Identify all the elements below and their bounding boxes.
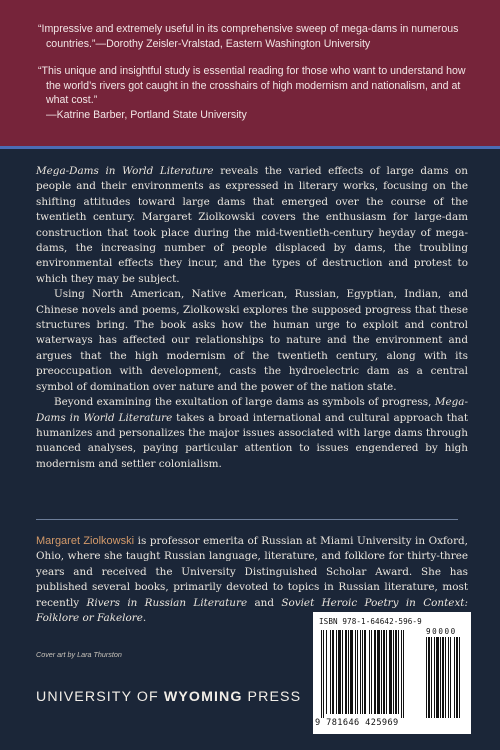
barcode-bar [350,630,353,714]
description-p3-start: Beyond examining the exultation of large dams as symbols of progress, [54,396,435,409]
book-title-italic: Mega-Dams in World Literature [36,165,214,177]
barcode-bar [348,630,349,714]
book-title-italic: Mega-Dams in World Literature [36,396,468,424]
barcode-panel [313,612,471,734]
blurb-2-attribution: —Katrine Barber, Portland State University [46,108,247,121]
barcode-bar [436,637,439,718]
barcode-bar [442,637,444,718]
barcode-bar [371,630,372,714]
section-divider [36,519,458,520]
barcode-bar [426,637,427,718]
barcode-bar [459,637,460,718]
description-paragraph-3 [36,395,468,472]
barcode-bar [336,630,337,714]
barcode-bar [389,630,392,714]
blurb-band [0,0,500,146]
barcode-bar [398,630,399,714]
barcode-bar [332,630,334,714]
bio-book-title-2: Soviet Heroic Poetry in Context: Folklore or Fakelore [36,596,468,625]
barcode-bar [338,630,341,714]
barcode-bar [362,630,363,714]
blurb-2-text: “This unique and insightful study is essential reading for those who want to understand how the world’s rivers got caught in the crosshairs of high modernism and nationalism, and at what cost.” [38,65,466,107]
ean-barcode-icon [321,630,421,718]
accent-divider [0,146,500,149]
barcode-bar [326,630,327,714]
barcode-bar [450,637,451,718]
barcode-bar [342,630,343,714]
barcode-bar [355,630,356,714]
barcode-bar [374,630,376,714]
barcode-bar [357,630,358,714]
addon-barcode-icon [426,637,466,718]
barcode-bar [393,630,394,714]
barcode-bar [431,637,432,718]
barcode-bar [401,630,402,718]
barcode-bar [395,630,397,714]
barcode-bar [445,637,446,718]
barcode-bar [377,630,380,714]
barcode-bar [440,637,441,718]
barcode-bar [369,630,370,714]
barcode-bar [364,630,366,714]
barcode-bar [434,637,435,718]
blurb-1-text: “Impressive and extremely useful in its comprehensive sweep of mega-dams in numerous countries.” [38,23,459,50]
barcode-bar [330,630,331,714]
barcode-bar [386,630,387,714]
blurb-quote-2 [38,64,472,122]
bio-text: is professor emerita of Russian at Miami University in Oxford, Ohio, where she taught Russian language, literature, and folklore for thirty-three years and received the University Distinguished Scholar Award. She has published several books, primarily devoted to topics in Russian literature, most recently [36,535,468,609]
ean-digits: 9 781646 425969 [315,718,399,728]
barcode-bar [383,630,385,714]
barcode-bar [428,637,430,718]
barcode-bar [345,630,347,714]
book-description [36,164,468,472]
cover-art-credit: Cover art by Lara Thurston [36,650,122,659]
barcode-bar [321,630,322,718]
blurb-quote-1 [38,22,472,51]
barcode-bar [381,630,382,714]
bio-connector: and [247,596,282,609]
blurb-1-attribution: —Dorothy Zeisler-Vralstad, Eastern Washington University [95,37,371,50]
price-code: 90000 [426,627,457,636]
bio-book-title-1: Rivers in Russian Literature [86,596,248,609]
barcode-bar [454,637,455,718]
author-name: Margaret Ziolkowski [36,535,135,547]
publisher-bold: WYOMING [163,689,243,705]
description-p3-end: takes a broad international and cultural approach that humanizes and personalizes the major issues associated with large dams through nuanced analyses, paying particular attention to issues engendered by high modernism and settler colonialism. [36,411,468,470]
publisher-prefix: UNIVERSITY OF [36,689,164,705]
barcode-bar [448,637,449,718]
barcode-bar [360,630,361,714]
description-paragraph-1 [36,164,468,287]
barcode-bar [323,630,324,718]
publisher-suffix: PRESS [242,689,302,705]
description-paragraph-2: Using North American, Native American, Russian, Egyptian, Indian, and Chinese novels and poems, Ziolkowski explores the supposed progress that these structures bring. The book asks how the human urge to exploit and control waterways has affected our relationships to nature and the environment and argues that the high modernism of the twentieth century, along with its preoccupation with development, casts the hydroelectric dam as a central symbol of domination over nature and the power of the nation state. [36,288,468,393]
isbn-label: ISBN 978-1-64642-596-9 [319,617,422,626]
description-p1-text: reveals the varied effects of large dams on people and their environments as expressed in literary works, focusing on the shifting attitudes toward large dams that emerged over the course of the twentieth century. Margaret Ziolkowski covers the enthusiasm for large-dam construction that took place during the mid-twentieth-century heyday of mega-dams, the increasing number of people displaced by dams, the troubling environmental effects they incur, and the types of destruction and protest to which they may be subject. [36,165,468,285]
publisher-logo-text [36,689,301,705]
bio-end: . [142,612,147,625]
barcode-bar [456,637,458,718]
barcode-bar [403,630,404,718]
